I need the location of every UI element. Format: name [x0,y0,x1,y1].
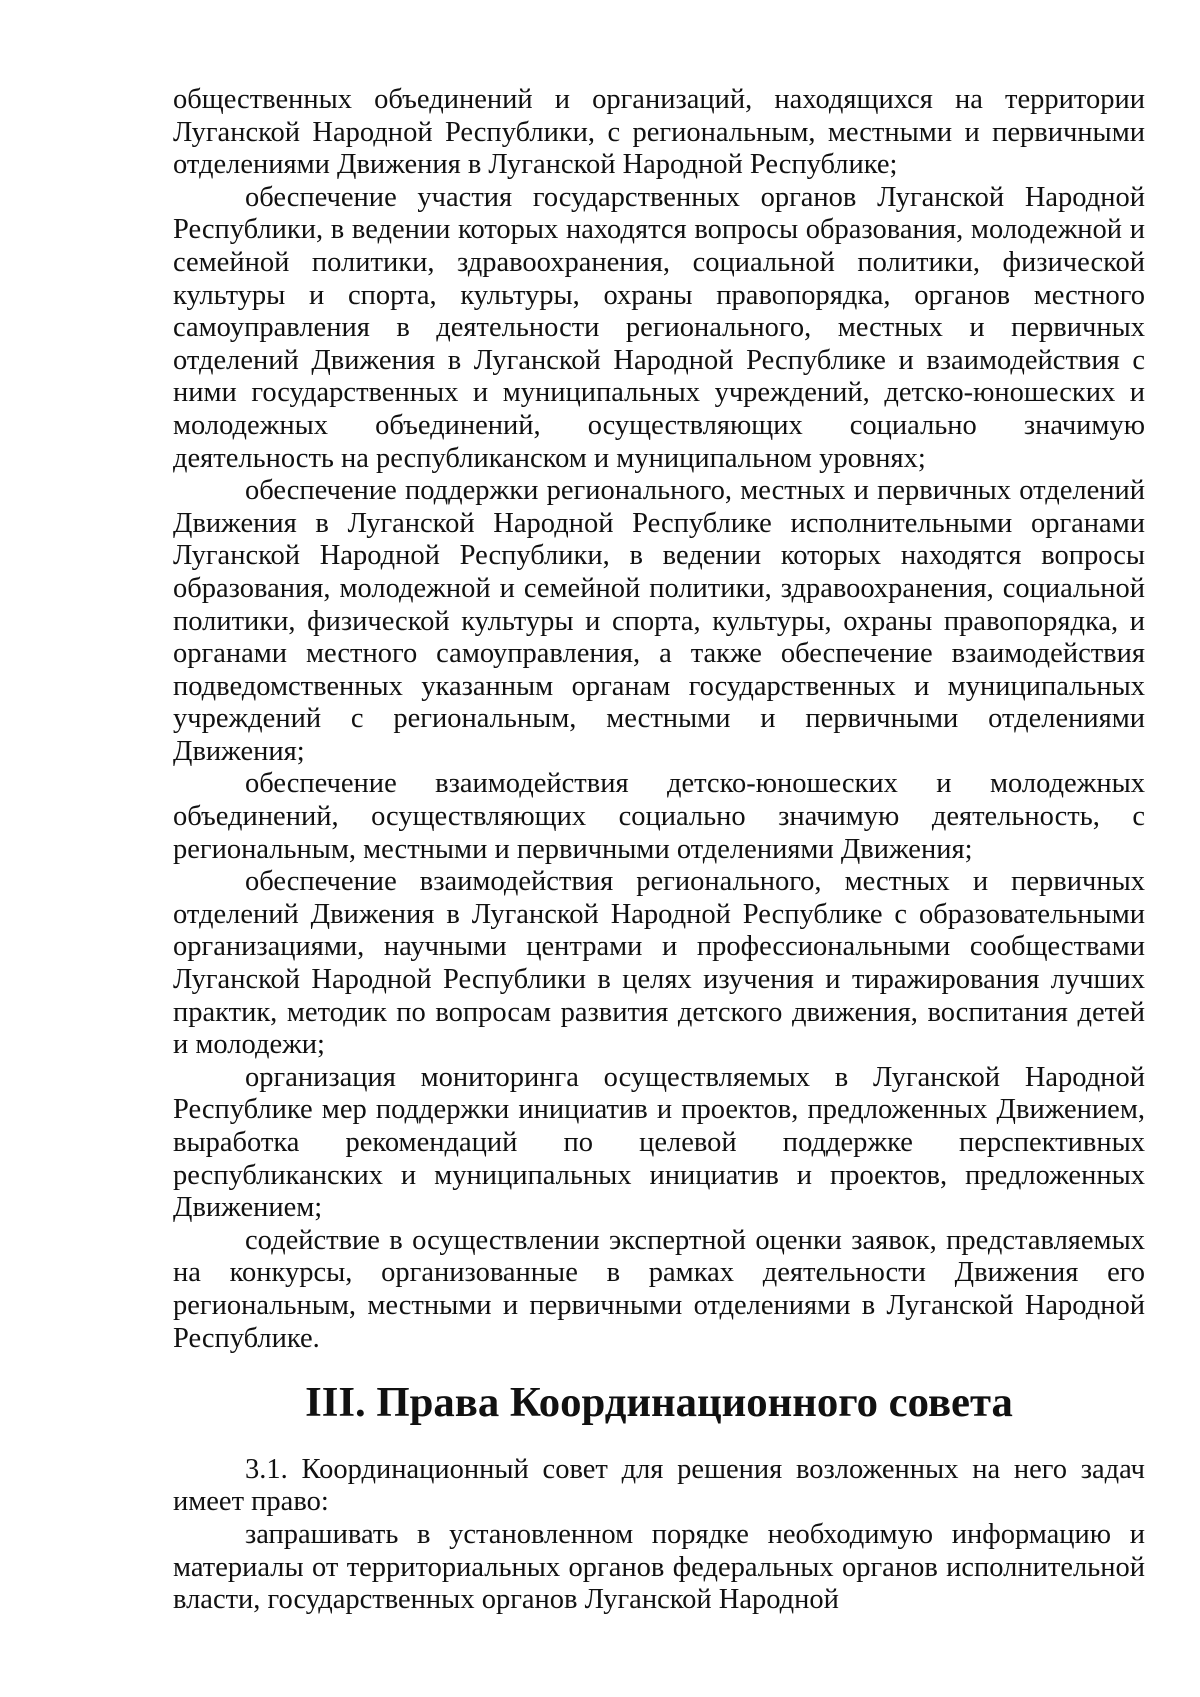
paragraph-executive-support: обеспечение поддержки регионального, местных и первичных отделений Движения в Луганской Народной Республике исполнительными органами Луганской Народной Республики, в ведении которых находятся вопросы образования, молодежной и семейной политики, здравоохранения, социальной политики, физической культуры и спорта, культуры, охраны правопорядка, и органами местного самоуправления, а также обеспечение взаимодействия подведомственных указанным органам государственных и муниципальных учреждений с региональным, местными и первичными отделениями Движения; [173,475,1145,767]
paragraph-rights-intro: 3.1. Координационный совет для решения возложенных на него задач имеет право: [173,1453,1145,1518]
paragraphs-before [173,84,1145,1355]
paragraph-youth-associations: обеспечение взаимодействия детско-юношеских и молодежных объединений, осуществляющих социально значимую деятельность, с региональным, местными и первичными отделениями Движения; [173,768,1145,865]
paragraph-educational-organizations: обеспечение взаимодействия регионального, местных и первичных отделений Движения в Луганской Народной Республике с образовательными организациями, научными центрами и профессиональными сообществами Луганской Народной Республики в целях изучения и тиражирования лучших практик, методик по вопросам развития детского движения, воспитания детей и молодежи; [173,866,1145,1061]
paragraph-state-bodies-participation: обеспечение участия государственных органов Луганской Народной Республики, в ведении которых находятся вопросы образования, молодежной и семейной политики, здравоохранения, социальной политики, физической культуры и спорта, культуры, охраны правопорядка, органов местного самоуправления в деятельности регионального, местных и первичных отделений Движения в Луганской Народной Республике и взаимодействия с ними государственных и муниципальных учреждений, детско-юношеских и молодежных объединений, осуществляющих социально значимую деятельность на республиканском и муниципальном уровнях; [173,181,1145,474]
paragraphs-after [173,1454,1145,1617]
section-heading: III. Права Координационного совета [305,1379,1013,1427]
document-page [173,84,1145,1617]
paragraph-monitoring: организация мониторинга осуществляемых в Луганской Народной Республике мер поддержки инициатив и проектов, предложенных Движением, выработка рекомендаций по целевой поддержке перспективных республиканских и муниципальных инициатив и проектов, предложенных Движением; [173,1061,1145,1224]
paragraph-request-information: запрашивать в установленном порядке необходимую информацию и материалы от территориальных органов федеральных органов исполнительной власти, государственных органов Луганской Народной [173,1518,1145,1616]
paragraph-continuation: общественных объединений и организаций, находящихся на территории Луганской Народной Республики, с региональным, местными и первичными отделениями Движения в Луганской Народной Республике; [173,84,1145,181]
paragraph-expert-assessment: содействие в осуществлении экспертной оценки заявок, представляемых на конкурсы, организованные в рамках деятельности Движения его региональным, местными и первичными отделениями в Луганской Народной Республике. [173,1224,1145,1354]
